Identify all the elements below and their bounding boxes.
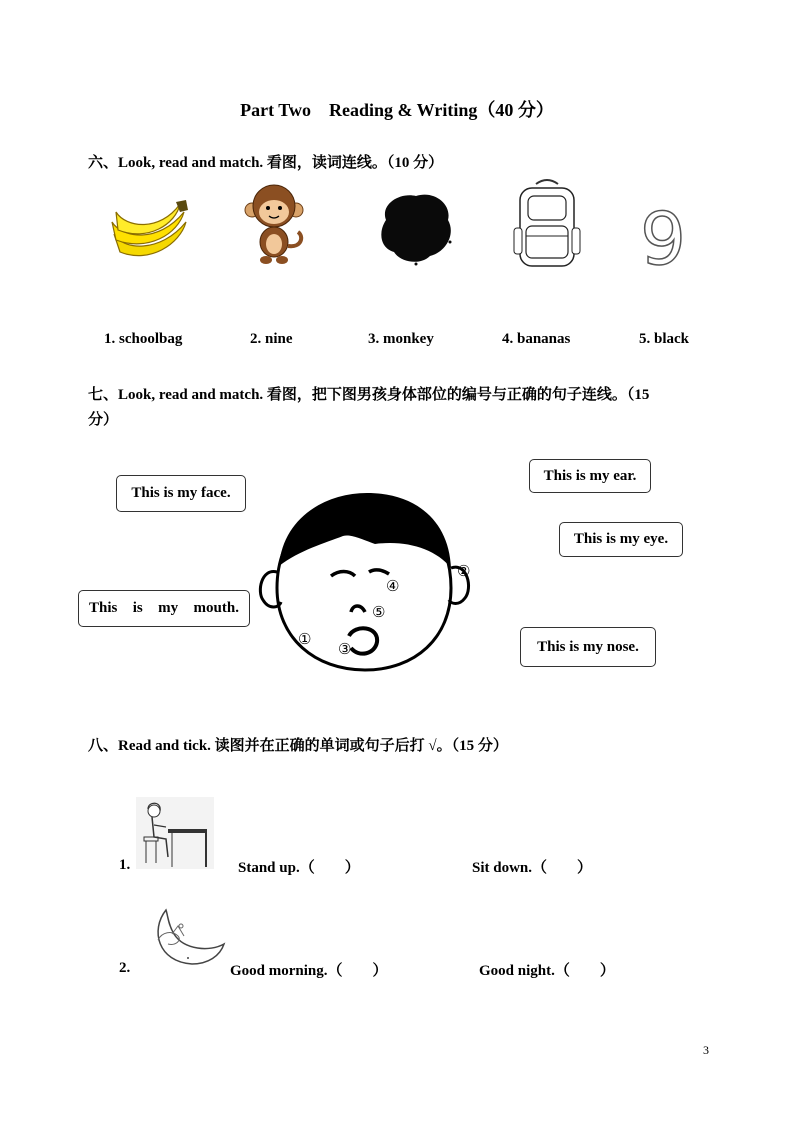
girl-sitting-picture [136, 797, 214, 869]
section-7-heading-line2: 分） [88, 412, 119, 428]
item-2-number: 2. [119, 960, 131, 976]
marker-4: ④ [386, 579, 400, 595]
section-6-heading: 六、Look, read and match. 看图，读词连线。（10 分） [88, 155, 444, 171]
word-schoolbag: 1. schoolbag [104, 331, 183, 347]
marker-5: ⑤ [372, 605, 386, 621]
word-bananas: 4. bananas [502, 331, 571, 347]
monkey-picture [242, 182, 306, 266]
sentence-face-text: This is my face. [131, 485, 231, 501]
sentence-mouth-box[interactable] [78, 590, 250, 627]
sentence-nose-box[interactable] [520, 627, 656, 667]
nine-picture [638, 197, 688, 281]
sentence-mouth-word: This [89, 600, 118, 616]
item-2-option-good-morning[interactable]: Good morning.（ ） [230, 963, 388, 979]
sentence-mouth-word: is [132, 600, 143, 616]
marker-1: ① [298, 632, 312, 648]
sentence-mouth-word: mouth. [193, 600, 239, 616]
sentence-eye-text: This is my eye. [573, 531, 669, 547]
moon-picture [148, 904, 228, 970]
sentence-nose-text: This is my nose. [537, 638, 639, 655]
item-1-option-sit-down[interactable]: Sit down.（ ） [472, 860, 593, 876]
sentence-ear-text: This is my ear. [543, 467, 637, 484]
schoolbag-picture [512, 178, 582, 270]
page-number: 3 [703, 1043, 709, 1057]
word-monkey: 3. monkey [368, 331, 434, 347]
sentence-eye-box[interactable] [559, 522, 683, 557]
marker-3: ③ [338, 642, 352, 658]
item-2-option-good-night[interactable]: Good night.（ ） [479, 963, 615, 979]
sentence-ear-box[interactable] [529, 459, 651, 493]
word-black: 5. black [639, 331, 690, 347]
item-1-number: 1. [119, 857, 131, 873]
section-8-heading: 八、Read and tick. 读图并在正确的单词或句子后打 √。（15 分） [88, 738, 508, 754]
section-7-heading-line1: 七、Look, read and match. 看图，把下图男孩身体部位的编号与正确的句子连线。（15 [88, 387, 650, 403]
svg-text:9: 9 [640, 197, 686, 281]
marker-2: ② [457, 564, 471, 580]
word-nine: 2. nine [250, 331, 293, 347]
boy-face-picture [255, 488, 475, 678]
sentence-mouth-word: my [158, 600, 179, 616]
black-blob-picture [376, 190, 456, 266]
item-1-option-stand-up[interactable]: Stand up.（ ） [238, 860, 360, 876]
bananas-picture [110, 200, 190, 266]
sentence-face-box[interactable] [116, 475, 246, 512]
page-title: Part Two Reading & Writing（40 分） [240, 100, 554, 120]
